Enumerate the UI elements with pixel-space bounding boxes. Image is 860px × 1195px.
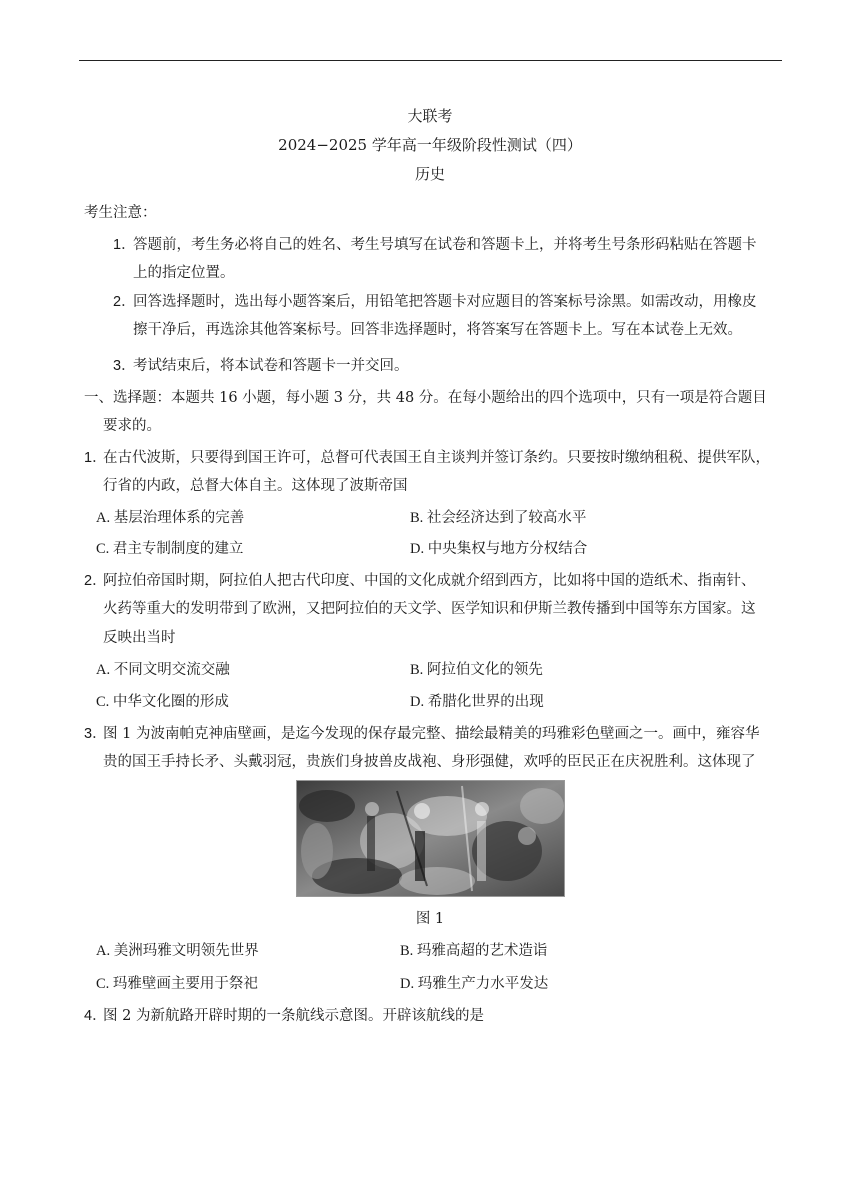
exam-org: 大联考 bbox=[407, 107, 453, 125]
notice-1-line2: 上的指定位置。 bbox=[133, 265, 235, 281]
q3-option-d: D. 玛雅生产力水平发达 bbox=[400, 976, 549, 992]
q3-stem-line1: 图 1 为波南帕克神庙壁画，是迄今发现的保存最完整、描绘最精美的玛雅彩色壁画之一。画中，雍容华 bbox=[103, 726, 760, 742]
notice-3-line1: 考试结束后，将本试卷和答题卡一并交回。 bbox=[133, 358, 409, 374]
notice-2-num: 2． bbox=[113, 294, 136, 310]
q3-option-a: A. 美洲玛雅文明领先世界 bbox=[96, 943, 259, 959]
q2-option-d: D. 希腊化世界的出现 bbox=[410, 694, 544, 710]
q3-stem-line2: 贵的国王手持长矛、头戴羽冠，贵族们身披兽皮战袍、身形强健，欢呼的臣民正在庆祝胜利。这体现了 bbox=[103, 754, 756, 770]
q4-num: 4． bbox=[84, 1008, 107, 1024]
q2-num: 2． bbox=[84, 573, 107, 589]
q3-num: 3． bbox=[84, 726, 107, 742]
section-instruction-line1: 一、选择题：本题共 16 小题，每小题 3 分，共 48 分。在每小题给出的四个选项中，只有一项是符合题目 bbox=[84, 390, 767, 406]
notice-1-line1: 答题前，考生务必将自己的姓名、考生号填写在试卷和答题卡上，并将考生号条形码粘贴在答题卡 bbox=[133, 237, 757, 253]
notice-1-num: 1． bbox=[113, 237, 136, 253]
q1-option-b: B. 社会经济达到了较高水平 bbox=[410, 510, 587, 526]
exam-subject: 历史 bbox=[414, 165, 445, 183]
notice-3-num: 3． bbox=[113, 358, 136, 374]
q3-option-c: C. 玛雅壁画主要用于祭祀 bbox=[96, 976, 258, 992]
figure-1-caption: 图 1 bbox=[415, 911, 445, 927]
q1-option-a: A. 基层治理体系的完善 bbox=[96, 510, 245, 526]
q1-option-d: D. 中央集权与地方分权结合 bbox=[410, 541, 588, 557]
notice-2-line2: 擦干净后，再选涂其他答案标号。回答非选择题时，将答案写在答题卡上。写在本试卷上无效。 bbox=[133, 322, 742, 338]
q2-stem-line2: 火药等重大的发明带到了欧洲，又把阿拉伯的天文学、医学知识和伊斯兰教传播到中国等东方国家。这 bbox=[103, 601, 756, 617]
notice-heading: 考生注意： bbox=[84, 205, 157, 221]
q3-option-b: B. 玛雅高超的艺术造诣 bbox=[400, 943, 548, 959]
q1-stem-line1: 在古代波斯，只要得到国王许可，总督可代表国王自主谈判并签订条约。只要按时缴纳租税、提供军队， bbox=[103, 450, 770, 466]
q2-option-a: A. 不同文明交流交融 bbox=[96, 662, 230, 678]
q1-option-c: C. 君主专制制度的建立 bbox=[96, 541, 244, 557]
exam-title: 2024−2025 学年高一年级阶段性测试（四） bbox=[278, 136, 582, 154]
q2-option-c: C. 中华文化圈的形成 bbox=[96, 694, 229, 710]
header-rule bbox=[79, 60, 782, 61]
mural-image bbox=[297, 781, 564, 896]
bonampak-mural-figure bbox=[296, 780, 565, 897]
section-instruction-line2: 要求的。 bbox=[103, 418, 161, 434]
q1-stem-line2: 行省的内政，总督大体自主。这体现了波斯帝国 bbox=[103, 478, 408, 494]
q4-stem-line1: 图 2 为新航路开辟时期的一条航线示意图。开辟该航线的是 bbox=[103, 1008, 484, 1024]
notice-2-line1: 回答选择题时，选出每小题答案后，用铅笔把答题卡对应题目的答案标号涂黑。如需改动，用橡皮 bbox=[133, 294, 757, 310]
q2-option-b: B. 阿拉伯文化的领先 bbox=[410, 662, 543, 678]
q1-num: 1． bbox=[84, 450, 107, 466]
q2-stem-line3: 反映出当时 bbox=[103, 630, 176, 646]
q2-stem-line1: 阿拉伯帝国时期，阿拉伯人把古代印度、中国的文化成就介绍到西方，比如将中国的造纸术、指南针、 bbox=[103, 573, 756, 589]
